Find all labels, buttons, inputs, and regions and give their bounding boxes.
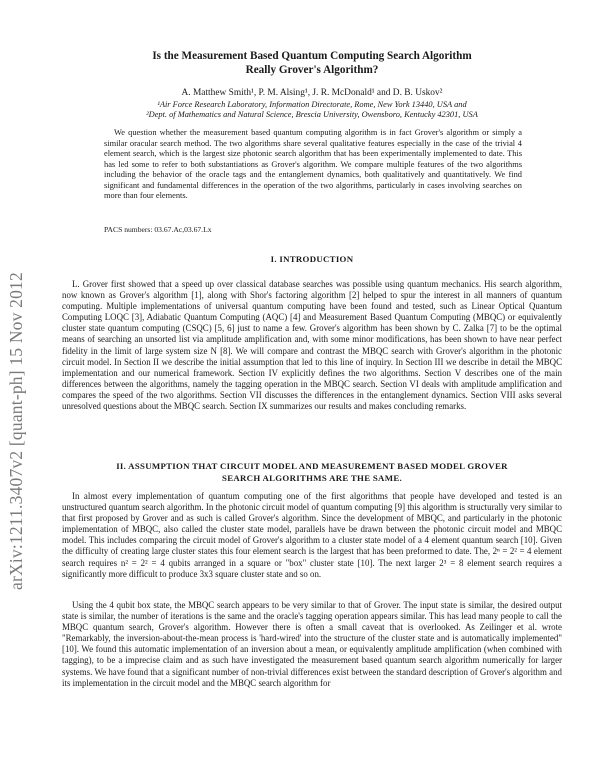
paper-title [62, 49, 562, 77]
section-1-body: L. Grover first showed that a speed up over classical database searches was possible using quantum mechanics. His search algorithm, now known as Grover's algorithm [1], along with Shor's factoring algorithm [2] helped to spur the interest in all manners of quantum computing. Multiple implementations of universal quantum computing have been found and tested, such as Linear Optical Quantum Computing LOQC [3], Adiabatic Quantum Computing (AQC) [4] and Measurement Based Quantum Computing (MBQC) or equivalently cluster state quantum computing (CSQC) [5, 6] just to name a few. Grover's algorithm has been shown by C. Zalka [7] to be the optimal means of searching an unsorted list via amplitude amplification and, with some minor modifications, has been shown to have near perfect fidelity in the limit of large system size N [8]. We will compare and contrast the MBQC search with Grover's algorithm in the photonic circuit model. In Section II we describe the initial assumption that led to this line of inquiry. In Section III we describe in detail the MBQC implementation and our numerical framework. Section IV explicitly defines the two algorithms. Section V describes one of the main differences between the algorithms, namely the tagging operation in the MBQC search. Section VI deals with amplitude amplification and compares the speed of the two algorithms. Section VII discusses the differences in the entanglement dynamics. Section VIII asks several unresolved questions about the MBQC search. Section IX summarizes our results and makes concluding remarks. [62, 279, 562, 412]
section-2-heading [62, 461, 562, 484]
section-2-paragraph-1: In almost every implementation of quantum computing one of the first algorithms that people have developed and tested is an unstructured quantum search algorithm. In the photonic circuit model of quantum computing [9] this algorithm is structurally very similar to that first proposed by Grover and as such is called Grover's algorithm. Since the development of MBQC, and particularly in the photonic implementation of MBQC, also called the cluster state model, parallels have be drawn between the photonic circuit model and MBQC model. This includes comparing the circuit model of Grover's algorithm to a cluster state model of a 4 element quantum search [10]. Given the difficulty of creating large cluster states this four element search is the largest that has been preformed to date. The, 2ⁿ = 2² = 4 element search requires n² = 2² = 4 qubits arranged in a square or "box" cluster state [10]. The next larger 2³ = 8 element search requires a significantly more difficult to produce 3x3 square cluster state and so on. [62, 491, 562, 579]
section-2-paragraph-2: Using the 4 qubit box state, the MBQC search appears to be very similar to that of Grover. The input state is similar, the desired output state is similar, the number of iterations is the same and the oracle's tagging operation appears similar. This has lead many people to call the MBQC quantum search, Grover's algorithm. However there is often a small caveat that is overlooked. As Zeilinger et al. wrote "Remarkably, the inversion-about-the-mean process is 'hard-wired' into the structure of the cluster state and is automatically implemented" [10]. We found this automatic implementation of an inversion about a mean, or equivalently amplitude amplification (when combined with tagging), to be a imprecise claim and as such have investigated the measurement based quantum search algorithm numerically for larger systems. We have found that a significant number of non-trivial differences exist between the standard description of Grover's algorithm and its implementation in the circuit model and the MBQC search algorithm for [62, 600, 562, 688]
affiliation-1: ¹Air Force Research Laboratory, Information Directorate, Rome, New York 13440, USA and [157, 100, 467, 109]
section-2-heading-line-1: II. ASSUMPTION THAT CIRCUIT MODEL AND MEASUREMENT BASED MODEL GROVER [116, 461, 508, 471]
arxiv-identifier-stamp: arXiv:1211.3407v2 [quant-ph] 15 Nov 2012 [6, 272, 26, 590]
pacs-numbers: PACS numbers: 03.67.Ac,03.67.Lx [104, 225, 212, 234]
title-line-2: Really Grover's Algorithm? [245, 64, 379, 76]
section-1-heading: I. INTRODUCTION [270, 254, 354, 264]
title-line-1: Is the Measurement Based Quantum Computing Search Algorithm [152, 50, 472, 62]
author-list: A. Matthew Smith¹, P. M. Alsing¹, J. R. McDonald¹ and D. B. Uskov² [181, 88, 443, 98]
affiliation-2: ²Dept. of Mathematics and Natural Science, Brescia University, Owensboro, Kentucky 42301, USA [146, 110, 478, 119]
section-2-heading-line-2: SEARCH ALGORITHMS ARE THE SAME. [222, 472, 402, 483]
abstract: We question whether the measurement based quantum computing algorithm is in fact Grover's algorithm or simply a similar oracular search method. The two algorithms share several qualitative features especially in the case of the trivial 4 element search, which is the largest size photonic search algorithm that has been experimentally implemented to date. This has led some to refer to both substantiations as Grover's algorithm. We compare multiple features of the two algorithms including the behavior of the oracle tags and the entanglement dynamics, both qualitatively and quantitatively. We find significant and fundamental differences in the operation of the two algorithms, particularly in cases involving searches on more than four elements. [104, 128, 522, 200]
